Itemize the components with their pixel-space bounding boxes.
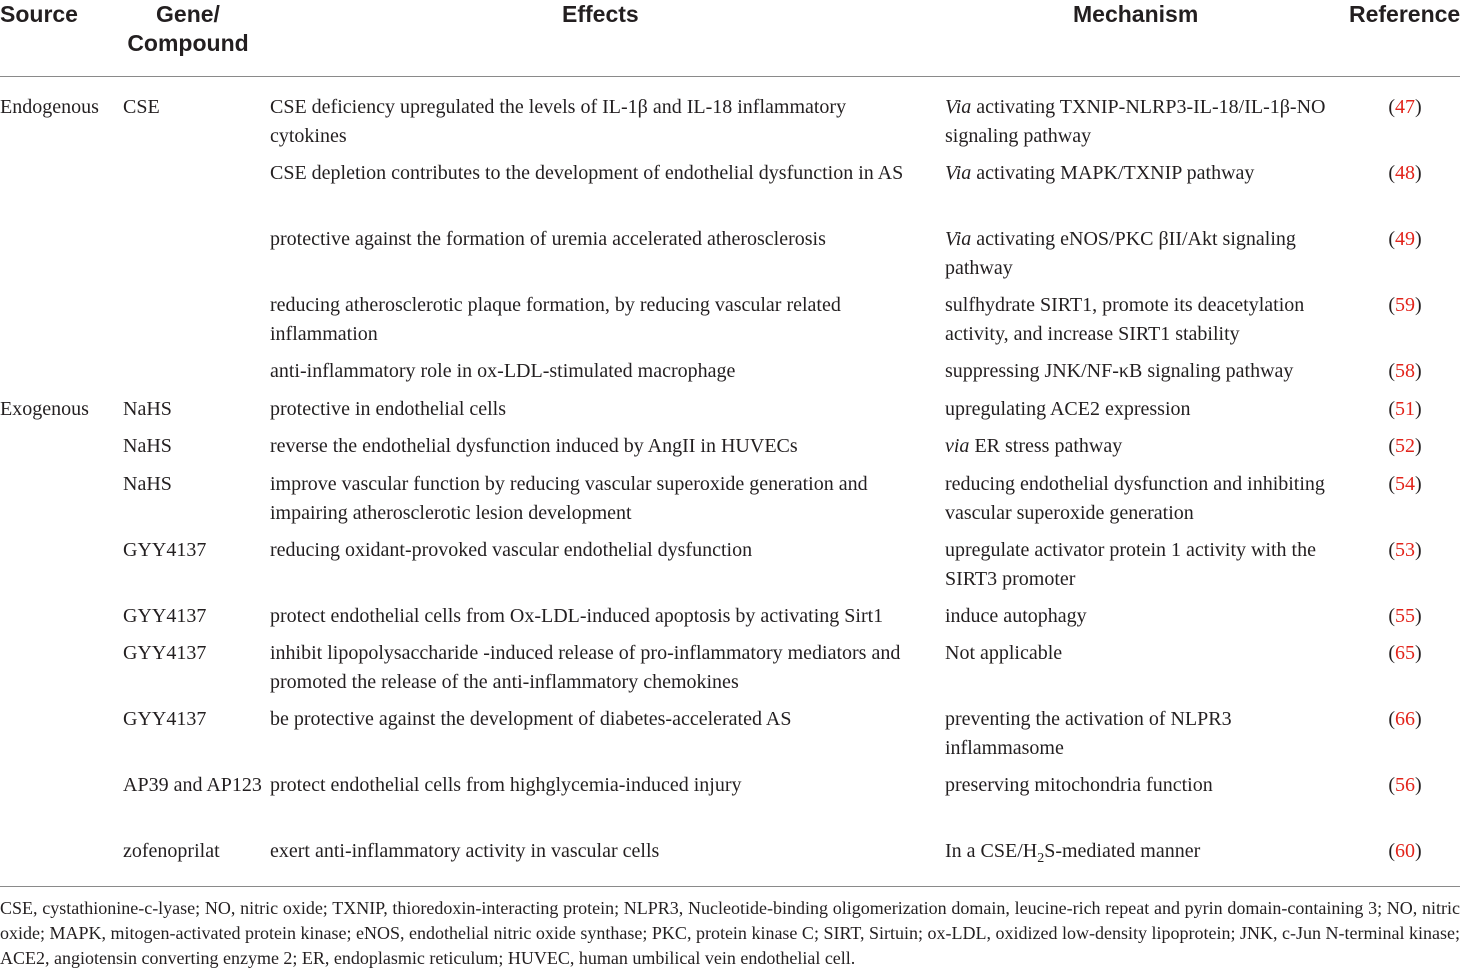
cell-mechanism	[945, 639, 1340, 668]
mechanism-text: activating eNOS/PKC βII/Akt signaling pathway	[945, 228, 1296, 279]
cell-gene-compound: GYY4137	[123, 642, 207, 664]
cell-effects: CSE deficiency upregulated the levels of IL-1β and IL-18 inflammatory cytokines	[270, 96, 847, 147]
cell-reference: (47)	[1388, 96, 1422, 118]
cell-effects: exert anti-inflammatory activity in vascular cells	[270, 840, 660, 862]
cell-reference: (49)	[1388, 228, 1422, 250]
cell-mechanism	[945, 771, 1340, 800]
cell-mechanism	[945, 536, 1340, 593]
cell-effects: reducing oxidant-provoked vascular endothelial dysfunction	[270, 539, 753, 561]
reference-link[interactable]: 48	[1395, 162, 1415, 184]
cell-mechanism	[945, 602, 1340, 631]
cell-effects: protect endothelial cells from highglycemia-induced injury	[270, 774, 742, 796]
reference-link[interactable]: 66	[1395, 708, 1415, 730]
cell-effects: inhibit lipopolysaccharide -induced release of pro-inflammatory mediators and promoted the release of the anti-inflammatory chemokines	[270, 642, 901, 693]
cell-gene-compound: CSE	[123, 96, 160, 118]
header-gene-line1: Gene/	[156, 1, 220, 27]
cell-mechanism	[945, 432, 1340, 461]
cell-mechanism	[945, 395, 1340, 424]
mechanism-text: Not applicable	[945, 642, 1063, 664]
mechanism-text: S-mediated manner	[1044, 840, 1201, 862]
cell-reference: (54)	[1388, 473, 1422, 495]
cell-reference: (66)	[1388, 708, 1422, 730]
mechanism-text: preventing the activation of NLPR3 inflammasome	[945, 708, 1232, 759]
cell-reference: (59)	[1388, 294, 1422, 316]
mechanism-text: activating MAPK/TXNIP pathway	[971, 162, 1255, 184]
cell-effects: improve vascular function by reducing vascular superoxide generation and impairing atherosclerotic lesion development	[270, 473, 868, 524]
cell-effects: CSE depletion contributes to the development of endothelial dysfunction in AS	[270, 162, 904, 184]
cell-reference: (52)	[1388, 435, 1422, 457]
mechanism-text: sulfhydrate SIRT1, promote its deacetylation activity, and increase SIRT1 stability	[945, 294, 1305, 345]
cell-reference: (53)	[1388, 539, 1422, 561]
cell-reference: (55)	[1388, 605, 1422, 627]
reference-link[interactable]: 60	[1395, 840, 1415, 862]
mechanism-italic: Via	[945, 96, 972, 118]
cell-gene-compound: GYY4137	[123, 605, 207, 627]
mechanism-subscript: 2	[1037, 851, 1045, 866]
mechanism-text: ER stress pathway	[969, 435, 1123, 457]
cell-effects: protect endothelial cells from Ox-LDL-induced apoptosis by activating Sirt1	[270, 605, 884, 627]
reference-link[interactable]: 47	[1395, 96, 1415, 118]
mechanism-text: reducing endothelial dysfunction and inhibiting vascular superoxide generation	[945, 473, 1325, 524]
reference-link[interactable]: 54	[1395, 473, 1415, 495]
cell-mechanism	[945, 225, 1340, 282]
cell-reference: (58)	[1388, 360, 1422, 382]
mechanism-italic: Via	[945, 162, 972, 184]
cell-effects: protective in endothelial cells	[270, 398, 507, 420]
cell-source: Endogenous	[0, 96, 99, 118]
cell-gene-compound: AP39 and AP123	[123, 774, 262, 796]
reference-link[interactable]: 58	[1395, 360, 1415, 382]
cell-effects: protective against the formation of uremia accelerated atherosclerosis	[270, 228, 826, 250]
header-effects: Effects	[562, 1, 639, 27]
cell-reference: (65)	[1388, 642, 1422, 664]
cell-mechanism	[945, 159, 1340, 188]
header-mechanism: Mechanism	[1073, 1, 1199, 27]
reference-link[interactable]: 51	[1395, 398, 1415, 420]
mechanism-italic: Via	[945, 228, 972, 250]
mechanism-italic: via	[945, 435, 970, 457]
cell-gene-compound: NaHS	[123, 473, 172, 495]
cell-gene-compound: NaHS	[123, 435, 172, 457]
cell-effects: reducing atherosclerotic plaque formation, by reducing vascular related inflammation	[270, 294, 841, 345]
table-footnote: CSE, cystathionine-c-lyase; NO, nitric oxide; TXNIP, thioredoxin-interacting protein; NLPR3, Nucleotide-binding oligomerization domain, leucine-rich repeat and pyrin domain-containing 3; NO, nitric oxide; MAPK, mitogen-activated protein kinase; eNOS, endothelial nitric oxide synthase; PKC, protein kinase C; SIRT, Sirtuin; ox-LDL, oxidized low-density lipoprotein; JNK, c-Jun N-terminal kinase; ACE2, angiotensin converting enzyme 2; ER, endoplasmic reticulum; HUVEC, human umbilical vein endothelial cell.	[0, 898, 1460, 968]
reference-link[interactable]: 49	[1395, 228, 1415, 250]
mechanism-text: upregulate activator protein 1 activity with the SIRT3 promoter	[945, 539, 1316, 590]
cell-gene-compound: GYY4137	[123, 539, 207, 561]
mechanism-text: preserving mitochondria function	[945, 774, 1213, 796]
cell-source: Exogenous	[0, 398, 89, 420]
cell-effects: be protective against the development of diabetes-accelerated AS	[270, 708, 792, 730]
cell-mechanism	[945, 93, 1340, 150]
reference-link[interactable]: 56	[1395, 774, 1415, 796]
cell-mechanism	[945, 470, 1340, 527]
cell-mechanism	[945, 837, 1340, 866]
reference-link[interactable]: 59	[1395, 294, 1415, 316]
cell-gene-compound: zofenoprilat	[123, 840, 220, 862]
reference-link[interactable]: 55	[1395, 605, 1415, 627]
table-bottom-divider	[0, 886, 1460, 887]
cell-mechanism	[945, 357, 1340, 386]
header-source: Source	[0, 1, 78, 27]
cell-effects: reverse the endothelial dysfunction induced by AngII in HUVECs	[270, 435, 798, 457]
mechanism-text: In a CSE/H	[945, 840, 1038, 862]
header-gene-line2: Compound	[127, 30, 249, 56]
cell-gene-compound: NaHS	[123, 398, 172, 420]
reference-link[interactable]: 52	[1395, 435, 1415, 457]
reference-link[interactable]: 65	[1395, 642, 1415, 664]
cell-mechanism	[945, 705, 1340, 762]
cell-effects: anti-inflammatory role in ox-LDL-stimulated macrophage	[270, 360, 736, 382]
mechanism-text: suppressing JNK/NF-κB signaling pathway	[945, 360, 1294, 382]
mechanism-text: activating TXNIP-NLRP3-IL-18/IL-1β-NO signaling pathway	[945, 96, 1326, 147]
cell-reference: (56)	[1388, 774, 1422, 796]
cell-mechanism	[945, 291, 1340, 348]
header-gene-compound	[123, 0, 253, 58]
cell-reference: (51)	[1388, 398, 1422, 420]
cell-gene-compound: GYY4137	[123, 708, 207, 730]
mechanism-text: upregulating ACE2 expression	[945, 398, 1191, 420]
header-reference: Reference	[1349, 1, 1460, 27]
mechanism-text: induce autophagy	[945, 605, 1087, 627]
cell-reference: (48)	[1388, 162, 1422, 184]
cell-reference: (60)	[1388, 840, 1422, 862]
header-divider	[0, 76, 1460, 77]
reference-link[interactable]: 53	[1395, 539, 1415, 561]
